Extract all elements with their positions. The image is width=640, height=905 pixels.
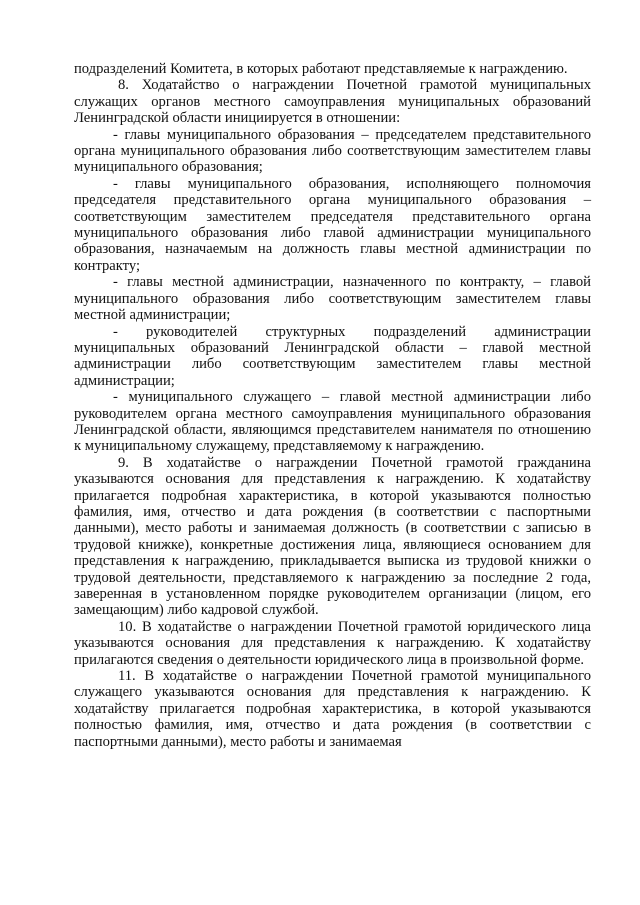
document-body: [74, 61, 591, 750]
list-item-dash: - руководителей структурных подразделений администрации муниципальных образований Ленинградской области – главой местной администрации либо соответствующим заместителем главы местной администрации;: [74, 323, 591, 389]
list-item-dash: - главы местной администрации, назначенного по контракту, – главой муниципального образования либо соответствующим заместителем главы местной администрации;: [74, 274, 591, 324]
paragraph-item-9: 9. В ходатайстве о награждении Почетной грамотой гражданина указываются основания для представления к награждению. К ходатайству прилагается подробная характеристика, в которой указываются полностью фамилия, имя, отчество и дата рождения (в соответствии с паспортными данными), место работы и занимаемая должность (в соответствии с записью в трудовой книжке), конкретные достижения лица, являющиеся основанием для представления к награждению, прикладывается выписка из трудовой книжки о трудовой деятельности, представляемого к награждению за последние 2 года, заверенная в установленном порядке руководителем организации (лицом, его замещающим) либо кадровой службой.: [74, 454, 591, 619]
list-item-dash: - муниципального служащего – главой местной администрации либо руководителем органа местного самоуправления муниципального образования Ленинградской области, являющимся представителем нанимателя по отношению к муниципальному служащему, представляемому к награждению.: [74, 389, 591, 455]
paragraph-item-11: 11. В ходатайстве о награждении Почетной грамотой муниципального служащего указываются основания для представления к награждению. К ходатайству прилагается подробная характеристика, в которой указываются полностью фамилия, имя, отчество и дата рождения (в соответствии с паспортными данными), место работы и занимаемая: [74, 668, 591, 750]
paragraph-item-8: 8. Ходатайство о награждении Почетной грамотой муниципальных служащих органов местного самоуправления муниципальных образований Ленинградской области инициируется в отношении:: [74, 77, 591, 127]
paragraph-item-10: 10. В ходатайстве о награждении Почетной грамотой юридического лица указываются основания для представления к награждению. К ходатайству прилагаются сведения о деятельности юридического лица в произвольной форме.: [74, 618, 591, 668]
list-item-dash: - главы муниципального образования, исполняющего полномочия председателя представительного органа муниципального образования – соответствующим заместителем председателя представительного органа муниципального образования либо главой администрации муниципального образования, назначаемым на должность главы местной администрации по контракту;: [74, 175, 591, 274]
list-item-dash: - главы муниципального образования – председателем представительного органа муниципального образования либо соответствующим заместителем главы муниципального образования;: [74, 126, 591, 176]
paragraph-continuation: подразделений Комитета, в которых работают представляемые к награждению.: [74, 61, 568, 77]
